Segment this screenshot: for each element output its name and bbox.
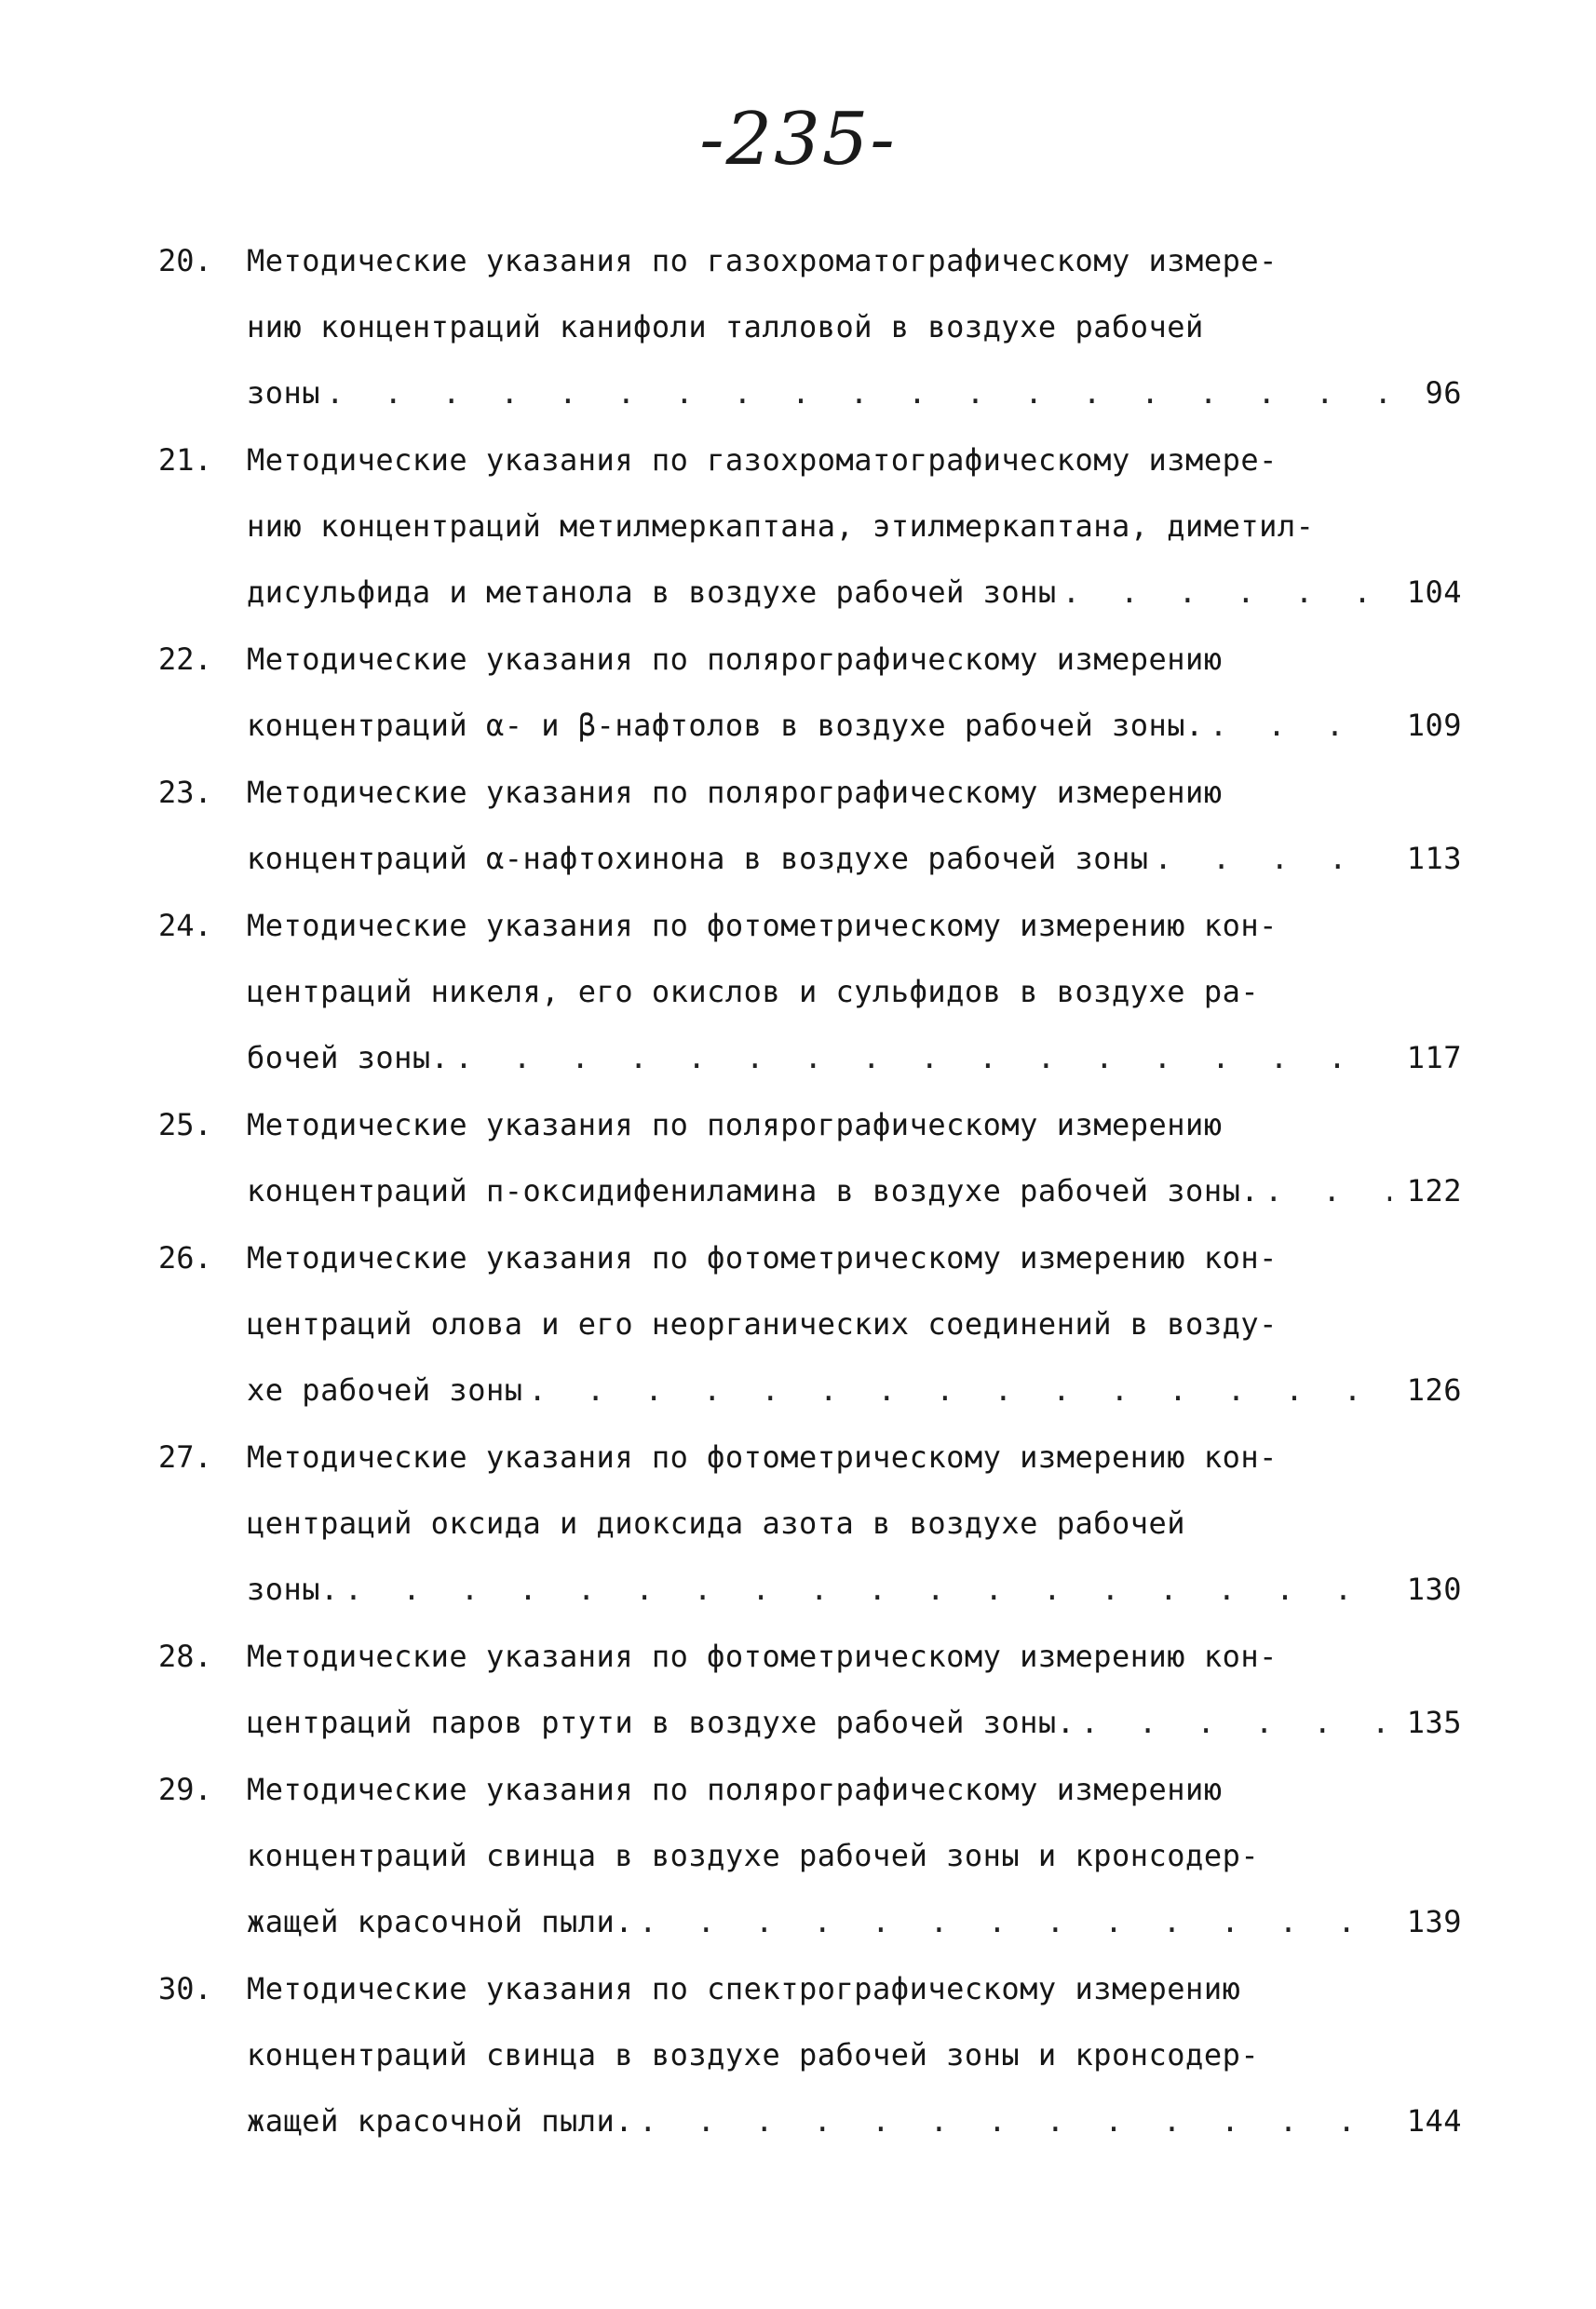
entry-final-line: [247, 1889, 1462, 1955]
entry-page-number: 139: [1406, 1904, 1462, 1939]
entry-line: центраций никеля, его окислов и сульфидов в воздухе ра-: [247, 974, 1260, 1009]
entry-number: 23.: [158, 775, 212, 810]
toc-entry-20: [158, 228, 1462, 426]
entry-line: Методические указания по полярографическому измерению: [247, 775, 1223, 810]
dot-leader: [639, 1889, 1391, 1955]
toc-entry-23: [158, 760, 1462, 892]
entry-line: нию концентраций канифоли талловой в воздухе рабочей: [247, 309, 1204, 344]
entry-page-number: 109: [1406, 708, 1462, 743]
dot-leader: [326, 360, 1391, 426]
entry-line: концентраций свинца в воздухе рабочей зоны и кронсодер-: [247, 1838, 1260, 1873]
entry-page-number: 113: [1406, 841, 1462, 876]
entry-line: концентраций α- и β-нафтолов в воздухе рабочей зоны.: [247, 708, 1204, 743]
entry-line: хе рабочей зоны: [247, 1372, 523, 1408]
entry-final-line: [247, 2088, 1462, 2154]
dot-leader: [1062, 560, 1391, 626]
entry-number: 21.: [158, 442, 212, 478]
entry-line: Методические указания по полярографическому измерению: [247, 1107, 1223, 1142]
entry-number: 29.: [158, 1772, 212, 1807]
entry-line: зоны.: [247, 1572, 339, 1607]
dot-leader: [345, 1557, 1391, 1623]
entry-line: Методические указания по газохроматографическому измере-: [247, 442, 1278, 478]
toc-entry-25: [158, 1092, 1462, 1224]
entry-number: 27.: [158, 1439, 212, 1475]
entry-line: жащей красочной пыли.: [247, 2103, 634, 2139]
dot-leader: [1265, 1158, 1391, 1224]
entry-final-line: [247, 1158, 1462, 1224]
entry-line: концентраций α-нафтохинона в воздухе рабочей зоны: [247, 841, 1149, 876]
dot-leader: [528, 1357, 1391, 1424]
entry-line: центраций олова и его неорганических соединений в возду-: [247, 1306, 1278, 1342]
entry-line: Методические указания по газохроматографическому измере-: [247, 243, 1278, 278]
table-of-contents: [158, 228, 1462, 2155]
entry-line: центраций оксида и диоксида азота в воздухе рабочей: [247, 1506, 1186, 1541]
entry-line: Методические указания по спектрографическому измерению: [247, 1971, 1241, 2006]
dot-leader: [1155, 826, 1391, 892]
entry-line: Методические указания по фотометрическому измерению кон-: [247, 1439, 1278, 1475]
entry-final-line: [247, 693, 1462, 759]
entry-page-number: 96: [1425, 375, 1462, 411]
toc-entry-28: [158, 1624, 1462, 1756]
entry-final-line: [247, 826, 1462, 892]
entry-number: 30.: [158, 1971, 212, 2006]
entry-line: Методические указания по фотометрическому измерению кон-: [247, 1639, 1278, 1674]
entry-line: жащей красочной пыли.: [247, 1904, 634, 1939]
entry-line: концентраций п-оксидифениламина в воздухе рабочей зоны.: [247, 1173, 1260, 1209]
entry-number: 20.: [158, 243, 212, 278]
entry-line: Методические указания по полярографическому измерению: [247, 641, 1223, 677]
entry-line: Методические указания по полярографическому измерению: [247, 1772, 1223, 1807]
entry-page-number: 122: [1406, 1173, 1462, 1209]
entry-line: Методические указания по фотометрическому измерению кон-: [247, 1240, 1278, 1276]
toc-entry-27: [158, 1425, 1462, 1623]
dot-leader: [1080, 1690, 1391, 1756]
entry-final-line: [247, 560, 1462, 626]
entry-page-number: 117: [1406, 1040, 1462, 1075]
entry-page-number: 130: [1406, 1572, 1462, 1607]
entry-line: зоны: [247, 375, 321, 411]
entry-final-line: [247, 1557, 1462, 1623]
toc-entry-29: [158, 1757, 1462, 1955]
entry-number: 25.: [158, 1107, 212, 1142]
entry-number: 24.: [158, 908, 212, 943]
entry-line: концентраций свинца в воздухе рабочей зоны и кронсодер-: [247, 2037, 1260, 2073]
dot-leader: [1210, 693, 1391, 759]
entry-final-line: [247, 1690, 1462, 1756]
dot-leader: [454, 1025, 1391, 1091]
entry-number: 26.: [158, 1240, 212, 1276]
entry-number: 28.: [158, 1639, 212, 1674]
entry-line: Методические указания по фотометрическому измерению кон-: [247, 908, 1278, 943]
entry-final-line: [247, 360, 1462, 426]
entry-final-line: [247, 1025, 1462, 1091]
toc-entry-21: [158, 427, 1462, 626]
dot-leader: [639, 2088, 1391, 2154]
entry-page-number: 135: [1406, 1705, 1462, 1740]
entry-page-number: 144: [1406, 2103, 1462, 2139]
entry-number: 22.: [158, 641, 212, 677]
toc-entry-26: [158, 1225, 1462, 1424]
entry-line: центраций паров ртути в воздухе рабочей зоны.: [247, 1705, 1075, 1740]
entry-final-line: [247, 1357, 1462, 1424]
page-number: -235-: [699, 98, 897, 182]
entry-line: нию концентраций метилмеркаптана, этилмеркаптана, диметил-: [247, 508, 1315, 544]
toc-entry-30: [158, 1956, 1462, 2154]
toc-entry-24: [158, 893, 1462, 1091]
entry-page-number: 126: [1406, 1372, 1462, 1408]
entry-page-number: 104: [1406, 574, 1462, 610]
entry-line: бочей зоны.: [247, 1040, 450, 1075]
toc-entry-22: [158, 627, 1462, 759]
entry-line: дисульфида и метанола в воздухе рабочей зоны: [247, 574, 1057, 610]
